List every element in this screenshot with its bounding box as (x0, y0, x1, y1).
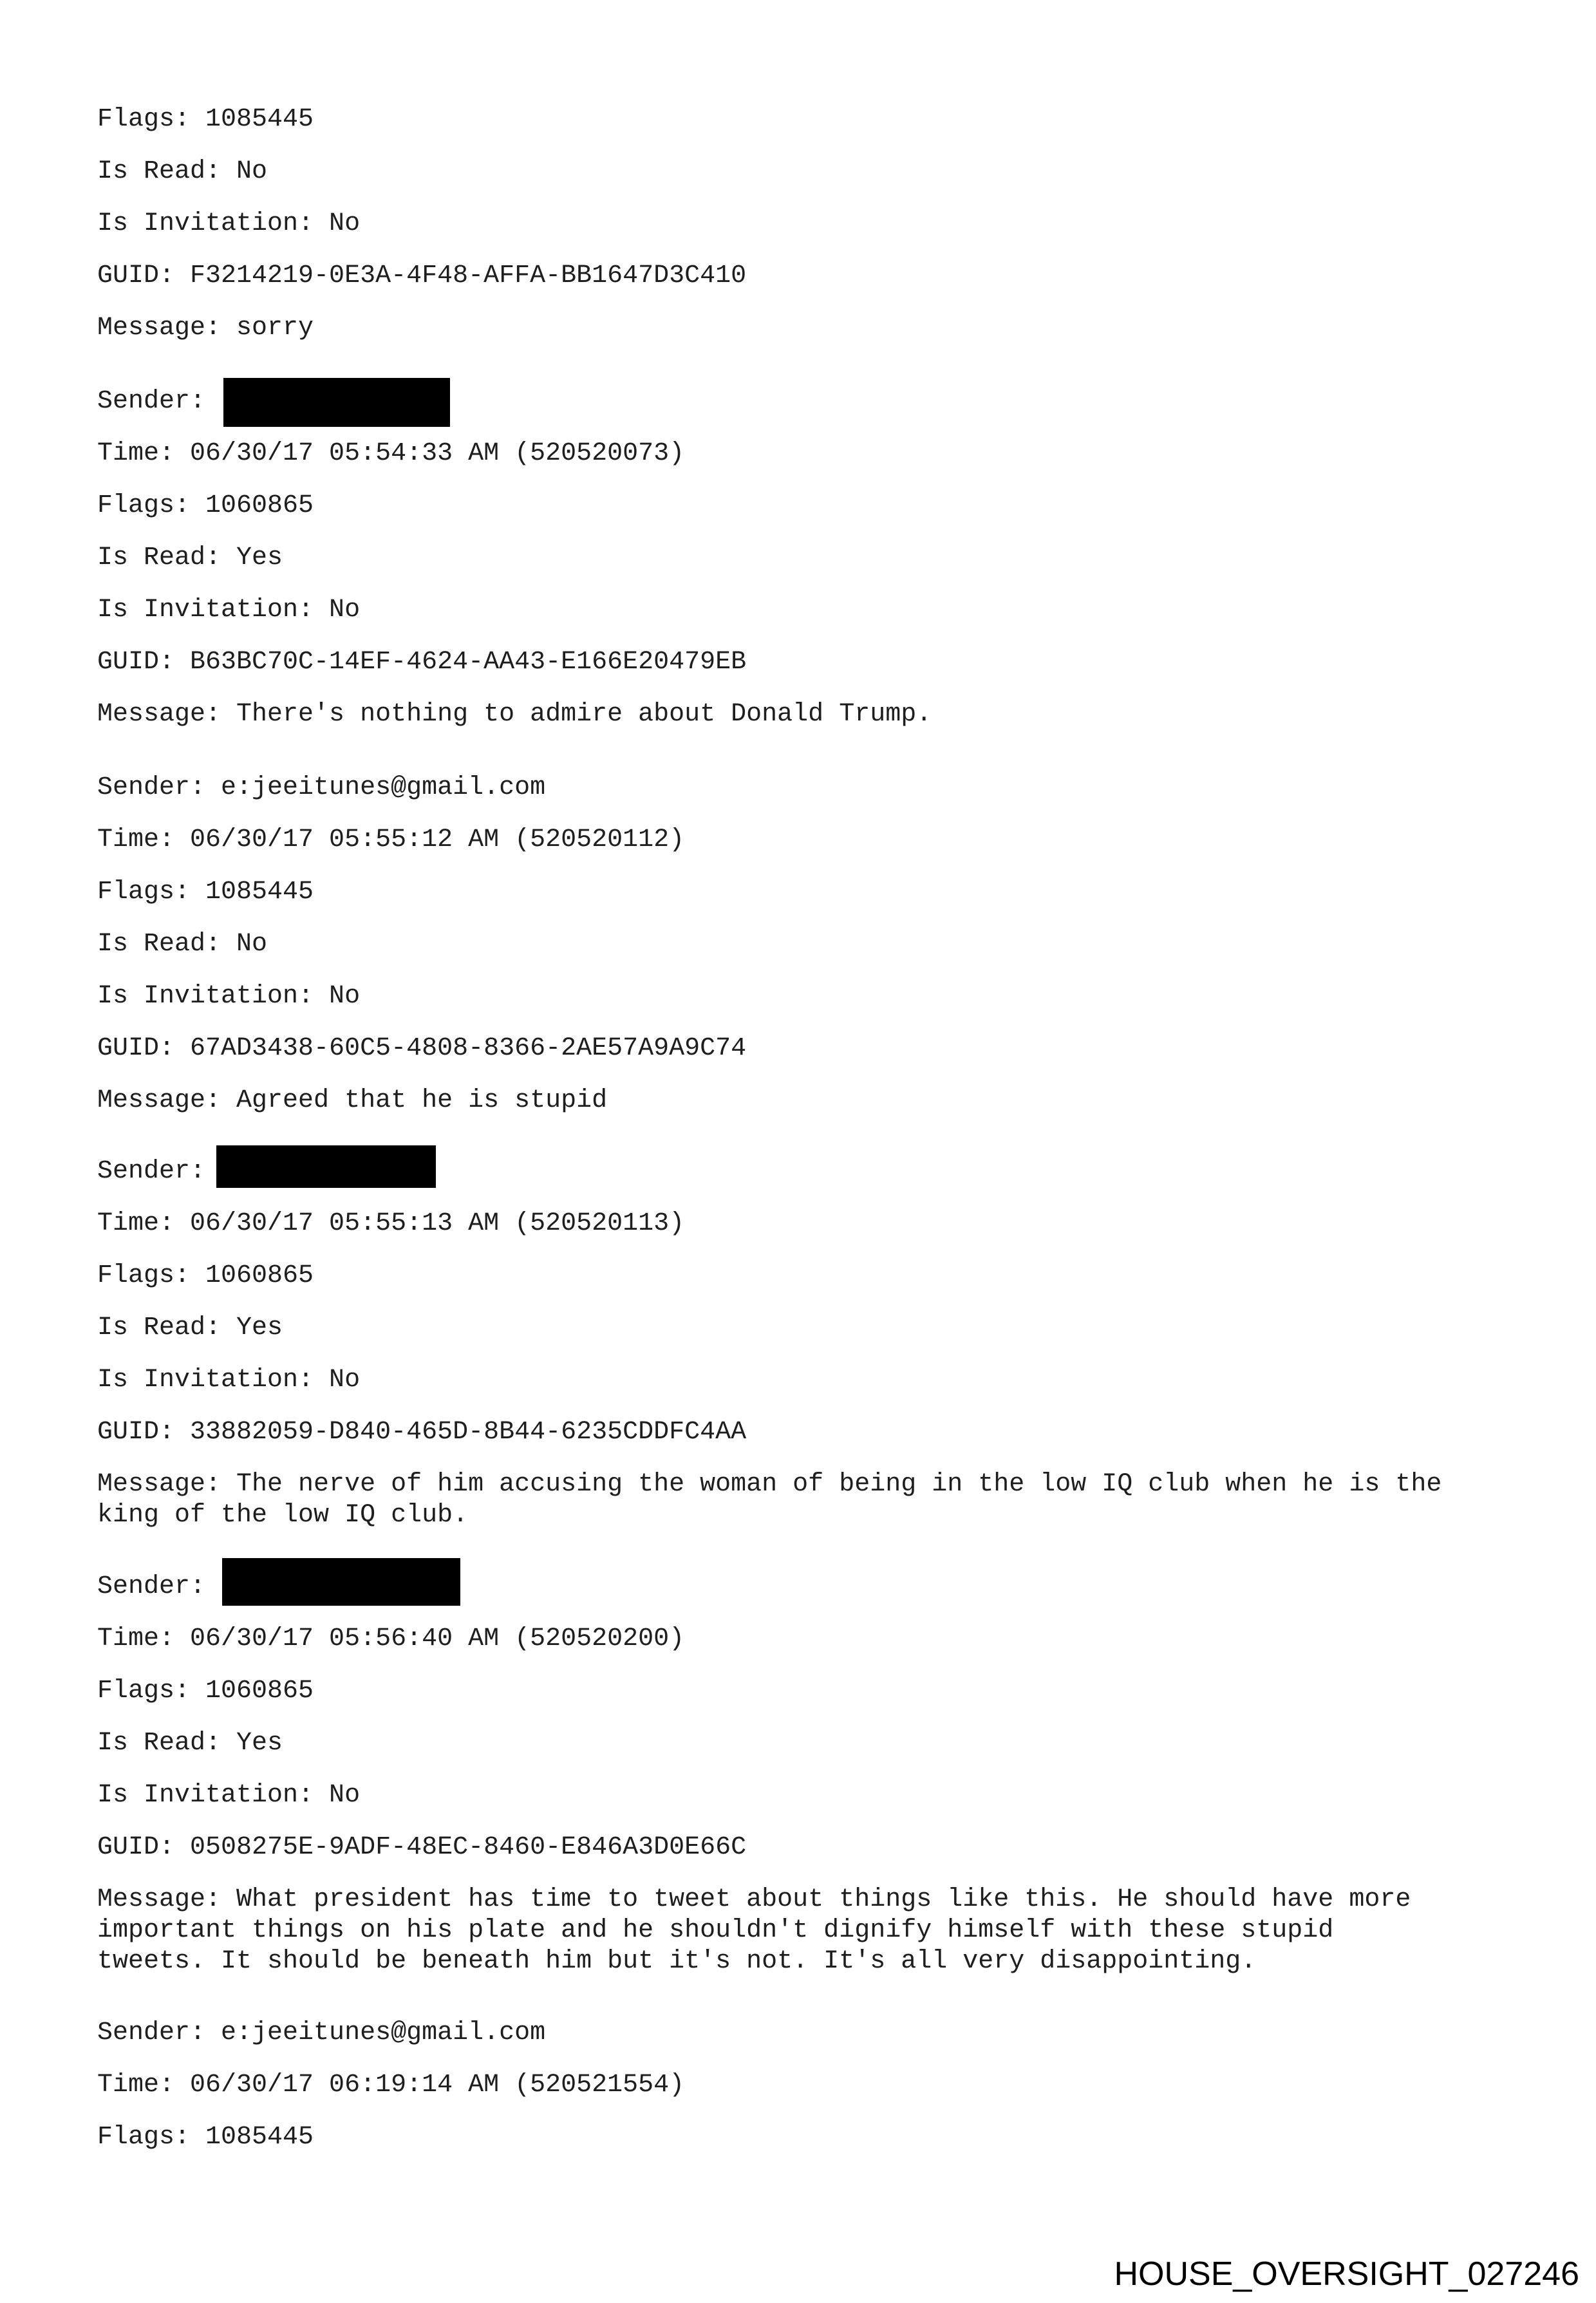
message-line-continued: king of the low IQ club. (97, 1501, 469, 1530)
time-line: Time: 06/30/17 05:54:33 AM (520520073) (97, 439, 685, 468)
flags-line: Flags: 1085445 (97, 105, 314, 134)
is-read-line: Is Read: Yes (97, 543, 283, 572)
sender-line: Sender: (97, 1157, 206, 1186)
is-read-line: Is Read: Yes (97, 1313, 283, 1342)
guid-line: GUID: F3214219-0E3A-4F48-AFFA-BB1647D3C410 (97, 261, 747, 290)
message-line: Message: There's nothing to admire about Donald Trump. (97, 700, 932, 729)
redaction-box (216, 1145, 436, 1188)
message-line: Message: The nerve of him accusing the woman of being in the low IQ club when he is the (97, 1470, 1442, 1499)
is-read-line: Is Read: No (97, 157, 268, 186)
message-line: Message: What president has time to tweet about things like this. He should have more (97, 1885, 1411, 1914)
message-line-continued: tweets. It should be beneath him but it's not. It's all very disappointing. (97, 1947, 1257, 1976)
flags-line: Flags: 1060865 (97, 1261, 314, 1290)
time-line: Time: 06/30/17 06:19:14 AM (520521554) (97, 2071, 685, 2100)
flags-line: Flags: 1060865 (97, 491, 314, 520)
sender-line: Sender: (97, 1572, 206, 1601)
is-invitation-line: Is Invitation: No (97, 596, 361, 625)
is-invitation-line: Is Invitation: No (97, 1366, 361, 1395)
sender-line: Sender: e:jeeitunes@gmail.com (97, 773, 546, 802)
redaction-box (222, 1558, 460, 1606)
message-line: Message: Agreed that he is stupid (97, 1086, 608, 1115)
is-read-line: Is Read: Yes (97, 1729, 283, 1758)
flags-line: Flags: 1085445 (97, 2123, 314, 2152)
redaction-box (223, 378, 450, 427)
guid-line: GUID: 33882059-D840-465D-8B44-6235CDDFC4AA (97, 1418, 747, 1447)
message-line: Message: sorry (97, 314, 314, 343)
message-line-continued: important things on his plate and he shouldn't dignify himself with these stupid (97, 1916, 1334, 1945)
guid-line: GUID: B63BC70C-14EF-4624-AA43-E166E20479EB (97, 648, 747, 677)
flags-line: Flags: 1060865 (97, 1677, 314, 1706)
flags-line: Flags: 1085445 (97, 878, 314, 907)
guid-line: GUID: 67AD3438-60C5-4808-8366-2AE57A9A9C74 (97, 1034, 747, 1063)
is-invitation-line: Is Invitation: No (97, 1781, 361, 1810)
is-invitation-line: Is Invitation: No (97, 982, 361, 1011)
sender-line: Sender: e:jeeitunes@gmail.com (97, 2018, 546, 2047)
bates-number: HOUSE_OVERSIGHT_027246 (1114, 2255, 1579, 2293)
is-invitation-line: Is Invitation: No (97, 209, 361, 238)
sender-line: Sender: (97, 387, 206, 416)
is-read-line: Is Read: No (97, 930, 268, 959)
time-line: Time: 06/30/17 05:55:13 AM (520520113) (97, 1209, 685, 1238)
guid-line: GUID: 0508275E-9ADF-48EC-8460-E846A3D0E66C (97, 1833, 747, 1862)
time-line: Time: 06/30/17 05:56:40 AM (520520200) (97, 1624, 685, 1653)
time-line: Time: 06/30/17 05:55:12 AM (520520112) (97, 825, 685, 854)
